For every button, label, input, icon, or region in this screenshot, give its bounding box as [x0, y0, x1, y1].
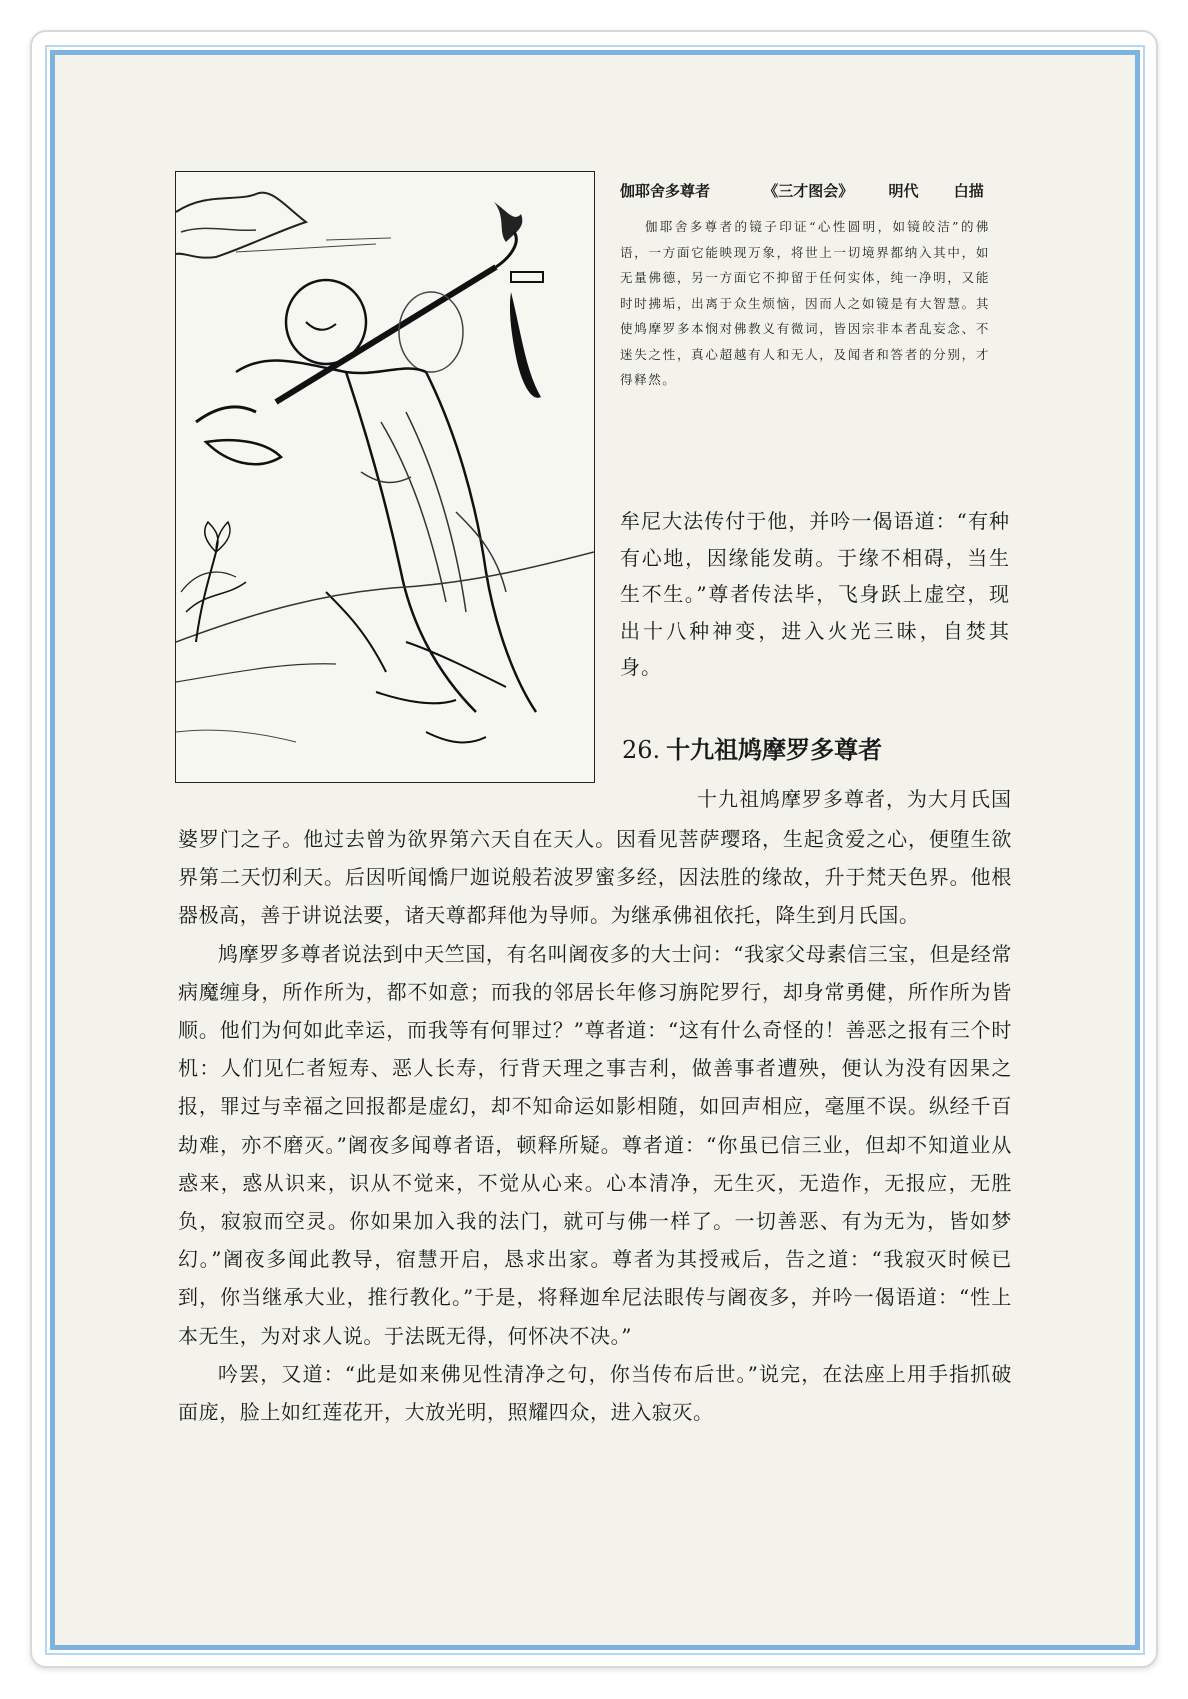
section-number: 26.	[622, 736, 661, 764]
caption-text: 伽耶舍多尊者的镜子印证“心性圆明，如镜皎洁”的佛语，一方面它能映现万象，将世上一切境界都纳入其中，如无量佛德，另一方面它不抑留于任何实体，纯一净明，又能时时拂垢，出离于众生烦恼，因而人之如镜是有大智慧。其使鸠摩罗多本悯对佛教义有微词，皆因宗非本者乱妄念、不迷失之性，真心超越有人和无人，及闻者和答者的分别，才得释然。	[620, 219, 990, 387]
lead-line: 十九祖鸠摩罗多尊者，为大月氏国	[697, 787, 1012, 811]
body-text	[178, 820, 1012, 1431]
caption-dynasty: 明代	[888, 182, 919, 200]
monk-illustration	[175, 171, 595, 783]
paragraph-1: 婆罗门之子。他过去曾为欲界第六天自在天人。因看见菩萨璎珞，生起贪爱之心，便堕生欲界第二天忉利天。后因听闻憍尸迦说般若波罗蜜多经，因法胜的缘故，升于梵天色界。他根器极高，善于讲说法要，诸天尊都拜他为导师。为继承佛祖依托，降生到月氏国。	[178, 827, 1012, 928]
caption-source: 《三才图会》	[763, 182, 854, 200]
paragraph-3: 吟罢，又道：“此是如来佛见性清净之句，你当传布后世。”说完，在法座上用手指抓破面庞，脸上如红莲花开，大放光明，照耀四众，进入寂灭。	[178, 1361, 1012, 1425]
upper-paragraph: 牟尼大法传付于他，并吟一偈语道：“有种有心地，因缘能发萌。于缘不相碍，当生生不生。”尊者传法毕，飞身跃上虚空，现出十八种神变，进入火光三昧，自焚其身。	[620, 509, 1010, 679]
monk-line-drawing	[176, 172, 594, 782]
caption-name: 伽耶舍多尊者	[620, 182, 711, 200]
section-title: 十九祖鸠摩罗多尊者	[666, 735, 883, 764]
section-heading	[622, 730, 1042, 765]
paragraph-2: 鸠摩罗多尊者说法到中天竺国，有名叫阇夜多的大士问：“我家父母素信三宝，但是经常病魔缠身，所作所为，都不如意；而我的邻居长年修习旃陀罗行，却身常勇健，所作所为皆顺。他们为何如此幸运，而我等有何罪过？”尊者道：“这有什么奇怪的！善恶之报有三个时机：人们见仁者短寿、恶人长寿，行背天理之事吉利，做善事者遭殃，便认为没有因果之报，罪过与幸福之回报都是虚幻，却不知命运如影相随，如回声相应，毫厘不误。纵经千百劫难，亦不磨灭。”阇夜多闻尊者语，顿释所疑。尊者道：“你虽已信三业，但却不知道业从惑来，惑从识来，识从不觉来，不觉从心来。心本清净，无生灭，无造作，无报应，无胜负，寂寂而空灵。你如果加入我的法门，就可与佛一样了。一切善恶、有为无为，皆如梦幻。”阇夜多闻此教导，宿慧开启，恳求出家。尊者为其授戒后，告之道：“我寂灭时候已到，你当继承大业，推行教化。”于是，将释迦牟尼法眼传与阇夜多，并吟一偈语道：“性上本无生，为对求人说。于法既无得，何怀决不决。”	[178, 941, 1012, 1348]
caption-technique: 白描	[953, 182, 984, 200]
caption-title	[620, 180, 1020, 201]
